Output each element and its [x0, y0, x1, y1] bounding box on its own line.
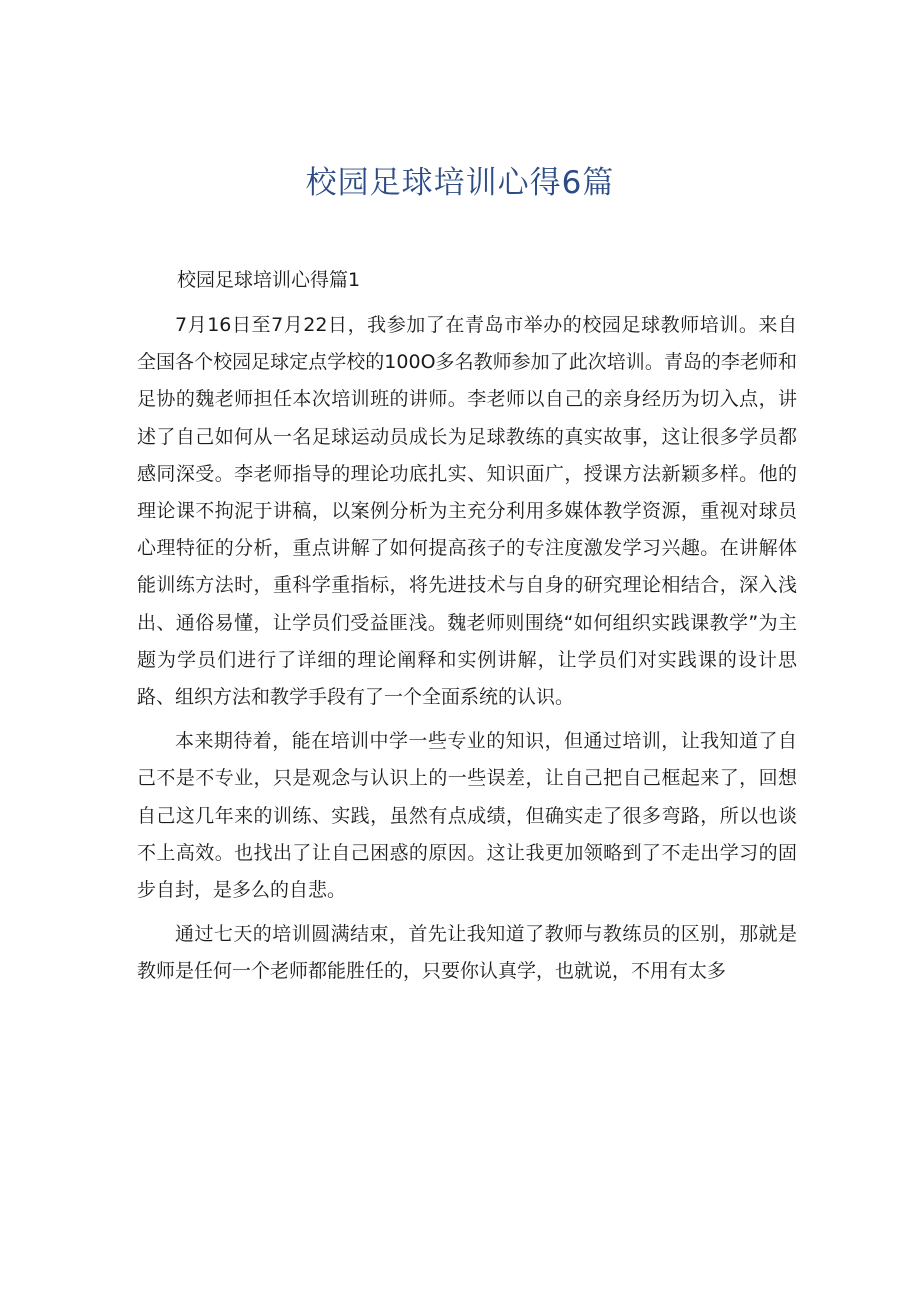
document-title: 校园足球培训心得6篇 [305, 165, 615, 201]
document-body [137, 262, 797, 991]
section-heading: 校园足球培训心得篇1 [177, 269, 361, 291]
paragraph: 本来期待着，能在培训中学一些专业的知识，但通过培训，让我知道了自己不是不专业，只是观念与认识上的一些误差，让自己把自己框起来了，回想自己这几年来的训练、实践，虽然有点成绩，但确实走了很多弯路，所以也谈不上高效。也找出了让自己困惑的原因。这让我更加领略到了不走出学习的固步自封，是多么的自悲。 [137, 730, 797, 902]
paragraph: 通过七天的培训圆满结束，首先让我知道了教师与教练员的区别，那就是教师是任何一个老师都能胜任的，只要你认真学，也就说，不用有太多 [137, 923, 797, 983]
paragraph: 7月16日至7月22日，我参加了在青岛市举办的校园足球教师培训。来自全国各个校园足球定点学校的100O多名教师参加了此次培训。青岛的李老师和足协的魏老师担任本次培训班的讲师。李老师以自己的亲身经历为切入点，讲述了自己如何从一名足球运动员成长为足球教练的真实故事，这让很多学员都感同深受。李老师指导的理论功底扎实、知识面广，授课方法新颖多样。他的理论课不拘泥于讲稿，以案例分析为主充分利用多媒体教学资源，重视对球员心理特征的分析，重点讲解了如何提高孩子的专注度激发学习兴趣。在讲解体能训练方法时，重科学重指标，将先进技术与自身的研究理论相结合，深入浅出、通俗易懂，让学员们受益匪浅。魏老师则围绕“如何组织实践课教学”为主题为学员们进行了详细的理论阐释和实例讲解，让学员们对实践课的设计思路、组织方法和教学手段有了一个全面系统的认识。 [137, 314, 797, 709]
